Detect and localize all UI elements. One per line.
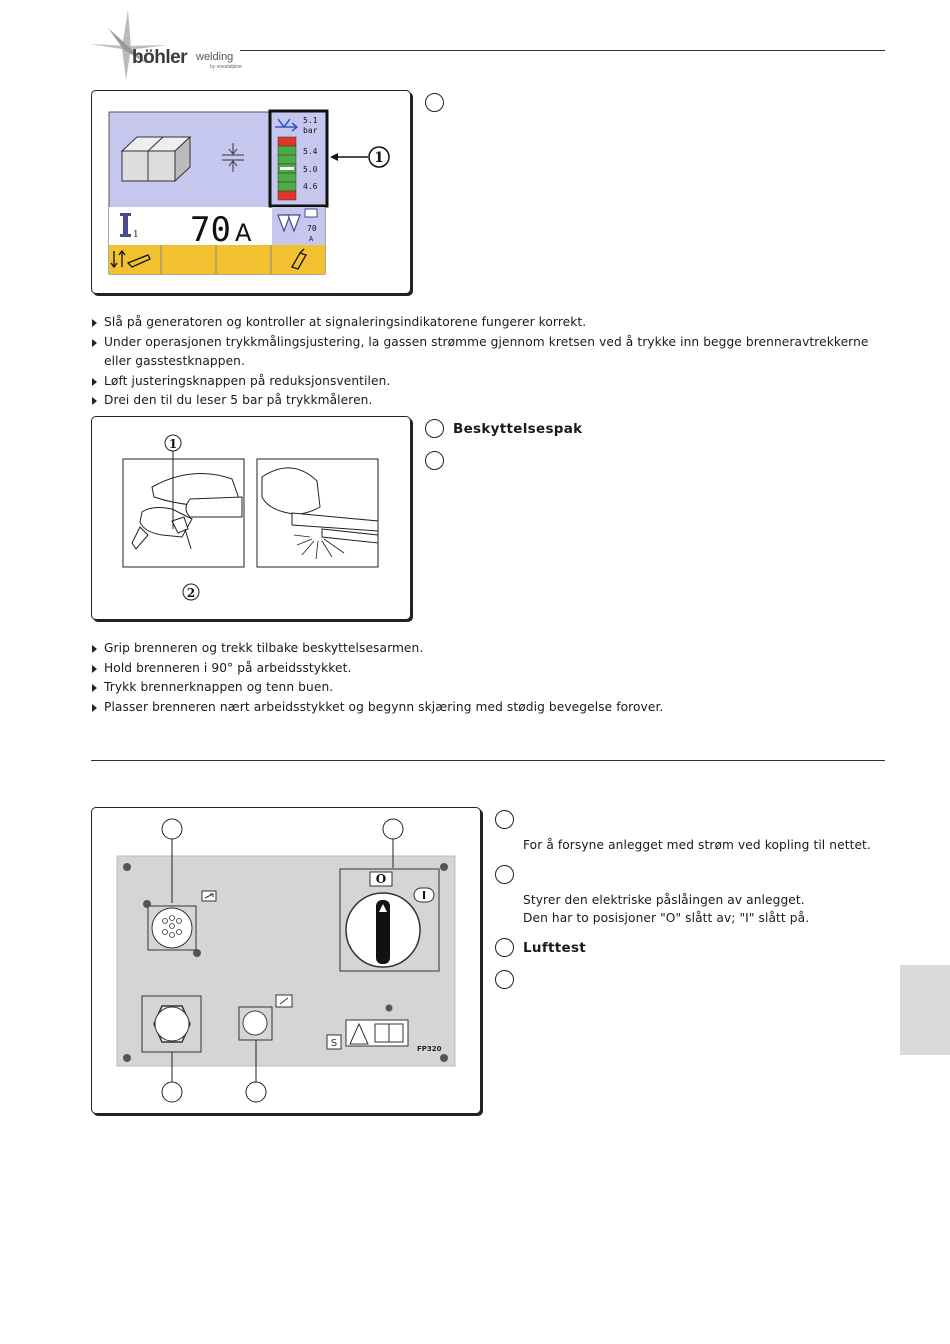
list-item: Hold brenneren i 90° på arbeidsstykket. xyxy=(92,659,886,679)
torch-illustration xyxy=(92,417,408,617)
torch-callout-2: 2 xyxy=(186,586,196,600)
list-item: Plasser brenneren nært arbeidsstykket og begynn skjæring med stødig bevegelse forover. xyxy=(92,698,886,718)
brand-suffix: welding xyxy=(196,51,234,63)
bullet-list-2 xyxy=(92,639,886,717)
pressure-unit: bar xyxy=(303,126,318,135)
switch-on-label: I xyxy=(421,889,427,902)
scale-value-mid: 5.0 xyxy=(303,165,318,174)
header-rule xyxy=(240,50,885,51)
display-illustration xyxy=(92,91,408,291)
legend-label-protection: Beskyttelsespak xyxy=(453,421,583,437)
current-value: 70 xyxy=(190,210,231,250)
callout-1: 1 xyxy=(374,150,384,166)
side-unit: A xyxy=(309,235,314,243)
brand-by: by voestalpine xyxy=(210,64,242,70)
legend-circle-4 xyxy=(495,970,514,989)
s-label: S xyxy=(330,1038,338,1049)
torch-callout-1: 1 xyxy=(168,437,178,451)
model-label: FP320 xyxy=(417,1045,442,1053)
scale-value-low: 4.6 xyxy=(303,182,318,191)
legend-circle-switch xyxy=(495,865,514,884)
legend-circle-fig1 xyxy=(425,93,444,112)
current-subscript: 1 xyxy=(133,230,139,240)
list-item: Trykk brennerknappen og tenn buen. xyxy=(92,678,886,698)
section-divider xyxy=(91,760,885,761)
legend-desc-2b: Den har to posisjoner "O" slått av; "I" slått på. xyxy=(523,911,810,925)
list-item: Grip brenneren og trekk tilbake beskyttelsesarmen. xyxy=(92,639,886,659)
chapter-tab xyxy=(900,965,950,1055)
legend-circle-2 xyxy=(425,451,444,470)
switch-off-label: O xyxy=(375,872,387,886)
side-value: 70 xyxy=(307,224,317,233)
legend-circle-power-cable xyxy=(495,810,514,829)
scale-value-high: 5.4 xyxy=(303,147,318,156)
workpiece-blocks-icon xyxy=(122,137,190,181)
brand-name: böhler xyxy=(132,47,188,68)
legend-desc-1: For å forsyne anlegget med strøm ved kopling til nettet. xyxy=(523,838,871,852)
list-item: Under operasjonen trykkmålingsjustering, la gassen strømme gjennom kretsen ved å trykke inn begge brenneravtrekkerne eller gasstestknappen. xyxy=(92,333,886,372)
legend-circle-1 xyxy=(425,419,444,438)
current-unit: A xyxy=(235,219,252,247)
legend-label-air-test: Lufttest xyxy=(523,940,587,956)
legend-circle-air-test xyxy=(495,938,514,957)
rear-panel-illustration xyxy=(92,808,478,1111)
list-item: Slå på generatoren og kontroller at signaleringsindikatorene fungerer korrekt. xyxy=(92,313,886,333)
list-item: Drei den til du leser 5 bar på trykkmåleren. xyxy=(92,391,886,411)
pressure-top-value: 5.1 xyxy=(303,116,318,125)
legend-desc-2a: Styrer den elektriske påslåingen av anlegget. xyxy=(523,893,805,907)
list-item: Løft justeringsknappen på reduksjonsventilen. xyxy=(92,372,886,392)
bullet-list-1 xyxy=(92,313,886,411)
